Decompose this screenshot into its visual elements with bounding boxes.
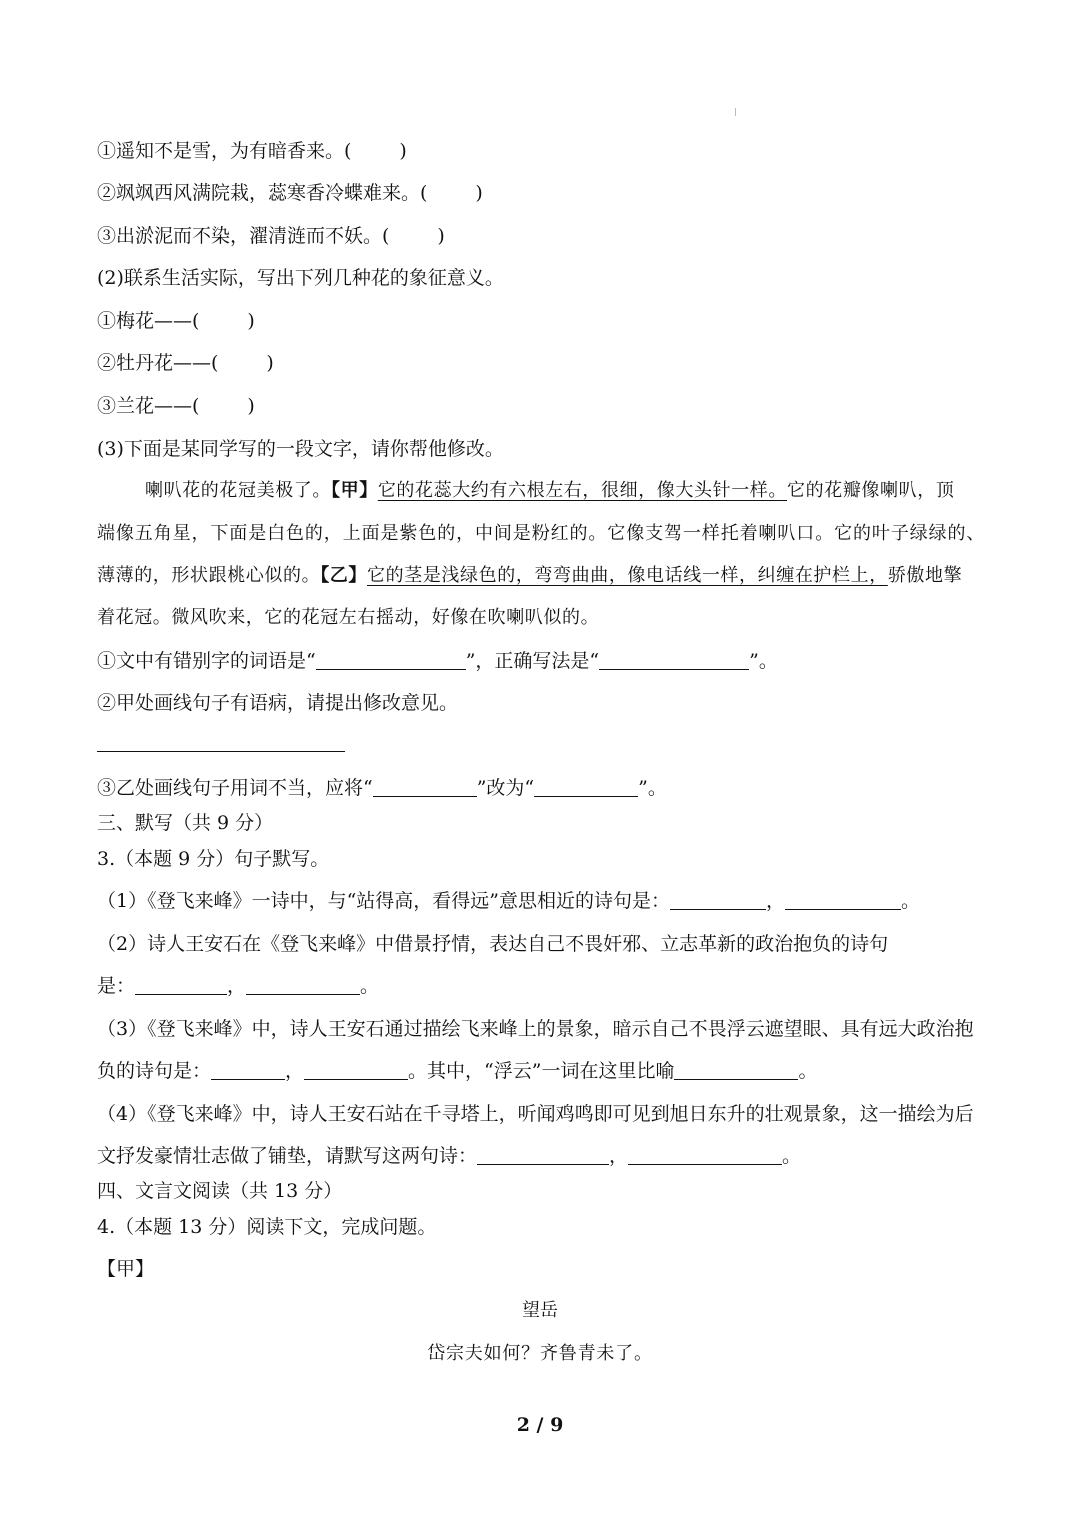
q1-part2-item-2: ②牡丹花——( ) (97, 352, 274, 374)
answer-blank[interactable] (316, 651, 466, 670)
scan-mark (735, 108, 736, 116)
q3-item-2: （2）诗人王安石在《登飞来峰》中借景抒情，表达自己不畏奸邪、立志革新的政治抱负的诗句 (97, 933, 889, 955)
answer-blank[interactable] (599, 651, 749, 670)
answer-blank[interactable] (628, 1146, 782, 1165)
q1-item-1: ①遥知不是雪，为有暗香来。( ) (97, 140, 407, 162)
answer-blank[interactable] (304, 1061, 408, 1080)
q1-part2-item-3: ③兰花——( ) (97, 395, 255, 417)
q1-part2-item-1: ①梅花——( ) (97, 310, 255, 332)
answer-blank[interactable] (135, 976, 227, 995)
q3-item-4-cont: 文抒发豪情壮志做了铺垫，请默写这两句诗： ， 。 (97, 1145, 802, 1167)
answer-line[interactable] (97, 751, 345, 752)
poem-title: 望岳 (522, 1300, 558, 1321)
q1-item-3: ③出淤泥而不染，濯清涟而不妖。( ) (97, 225, 445, 247)
answer-blank[interactable] (211, 1061, 285, 1080)
answer-blank[interactable] (477, 1146, 609, 1165)
passage-line-4: 着花冠。微风吹来，它的花冠左右摇动，好像在吹喇叭似的。 (97, 607, 600, 628)
section-4-heading: 四、文言文阅读（共 13 分） (97, 1180, 343, 1202)
answer-blank[interactable] (534, 778, 638, 797)
q3-item-3-cont: 负的诗句是： ， 。其中，“浮云”一词在这里比喻 。 (97, 1060, 818, 1082)
text-jia-label: 【甲】 (97, 1258, 155, 1280)
q1-part2-title: (2)联系生活实际，写出下列几种花的象征意义。 (97, 267, 504, 289)
q1-part3-item-3: ③乙处画线句子用词不当，应将“ ”改为“ ”。 (97, 777, 667, 799)
answer-blank[interactable] (670, 891, 766, 910)
passage-line-3: 薄薄的，形状跟桃心似的。【乙】它的茎是浅绿色的，弯弯曲曲，像电话线一样，纠缠在护栏上，骄傲地擎 (97, 565, 963, 586)
q3-item-4: （4）《登飞来峰》中，诗人王安石站在千寻塔上，听闻鸡鸣即可见到旭日东升的壮观景象，这一描绘为后 (97, 1103, 974, 1125)
q3-item-3: （3）《登飞来峰》中，诗人王安石通过描绘飞来峰上的景象，暗示自己不畏浮云遮望眼、具有远大政治抱 (97, 1018, 974, 1040)
q3-item-2-cont: 是： ， 。 (97, 975, 380, 997)
underlined-sentence-jia: 它的花蕊大约有六根左右，很细，像大头针一样。 (377, 480, 788, 501)
section-3-heading: 三、默写（共 9 分） (97, 812, 274, 834)
answer-blank[interactable] (373, 778, 477, 797)
answer-blank[interactable] (246, 976, 360, 995)
q3-title: 3.（本题 9 分）句子默写。 (97, 848, 330, 870)
page-number: 2 / 9 (516, 1414, 564, 1436)
q4-title: 4.（本题 13 分）阅读下文，完成问题。 (97, 1216, 437, 1238)
answer-blank[interactable] (785, 891, 901, 910)
poem-line-1: 岱宗夫如何？齐鲁青未了。 (427, 1343, 653, 1364)
answer-blank[interactable] (674, 1061, 798, 1080)
q1-part3-item-1: ①文中有错别字的词语是“ ”，正确写法是“ ”。 (97, 650, 778, 672)
q1-part3-title: (3)下面是某同学写的一段文字，请你帮他修改。 (97, 438, 504, 460)
underlined-sentence-yi: 它的茎是浅绿色的，弯弯曲曲，像电话线一样，纠缠在护栏上， (367, 565, 888, 586)
q1-item-2: ②飒飒西风满院栽，蕊寒香冷蝶难来。( ) (97, 182, 483, 204)
q1-part3-item-2: ②甲处画线句子有语病，请提出修改意见。 (97, 692, 459, 714)
passage-line-2: 端像五角星，下面是白色的，上面是紫色的，中间是粉红的。它像支驾一样托着喇叭口。它的叶子绿绿的、 (97, 523, 986, 544)
q3-item-1: （1）《登飞来峰》一诗中，与“站得高，看得远”意思相近的诗句是： ， 。 (97, 890, 921, 912)
passage-line-1: 喇叭花的花冠美极了。【甲】它的花蕊大约有六根左右，很细，像大头针一样。它的花瓣像喇叭，顶 (145, 480, 955, 501)
